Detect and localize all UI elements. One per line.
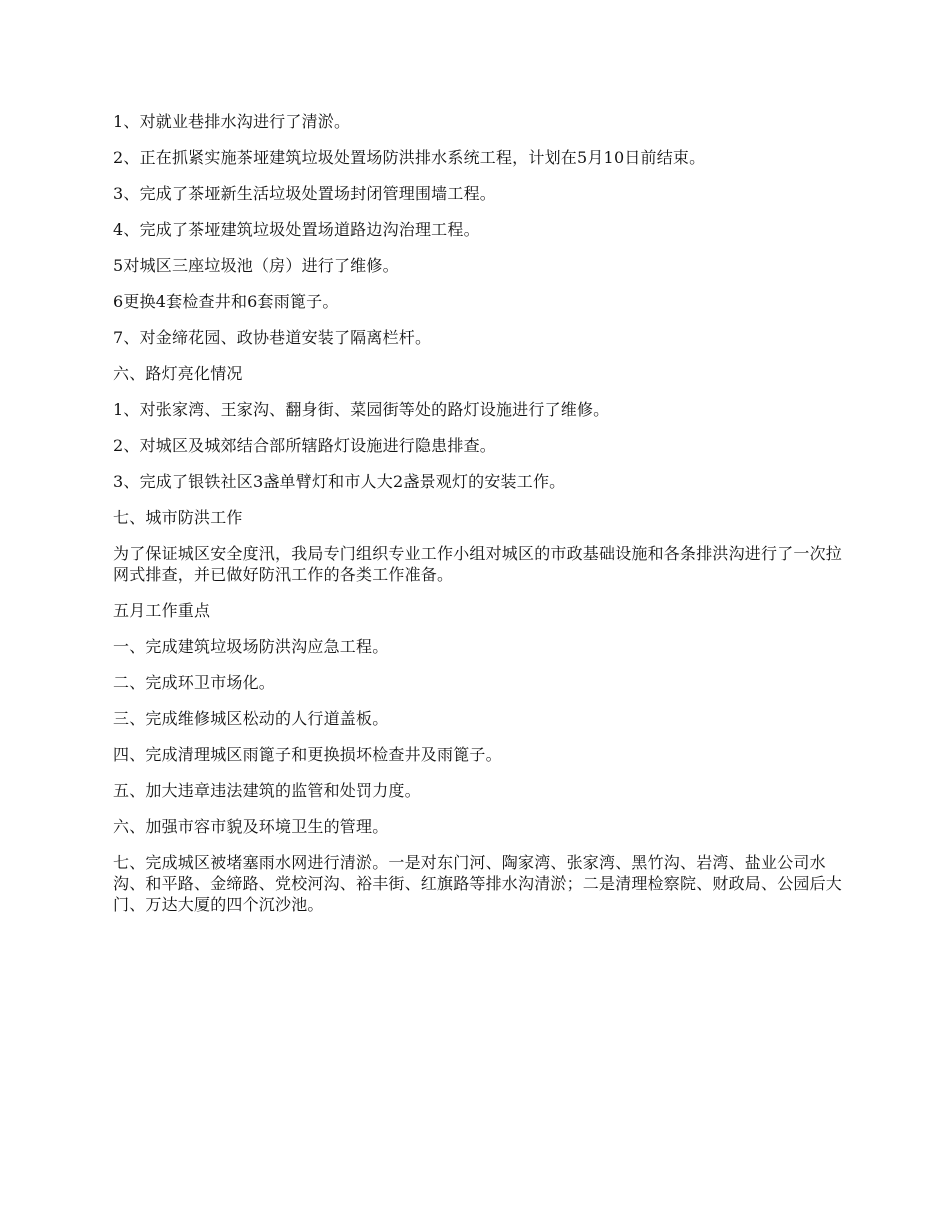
priority-item-3: 三、完成维修城区松动的人行道盖板。 <box>113 709 389 728</box>
section-heading-may-priorities: 五月工作重点 <box>113 601 211 620</box>
paragraph-lights-inspection: 2、对城区及城郊结合部所辖路灯设施进行隐患排查。 <box>113 436 496 455</box>
paragraph-item-2-flood-drainage: 2、正在抓紧实施茶垭建筑垃圾处置场防洪排水系统工程，计划在5月10日前结束。 <box>113 148 706 167</box>
priority-item-1: 一、完成建筑垃圾场防洪沟应急工程。 <box>113 637 389 656</box>
paragraph-item-4-road-ditch: 4、完成了茶垭建筑垃圾处置场道路边沟治理工程。 <box>113 220 480 239</box>
section-heading-flood-control: 七、城市防洪工作 <box>113 508 243 527</box>
paragraph-item-3-wall: 3、完成了茶垭新生活垃圾处置场封闭管理围墙工程。 <box>113 184 496 203</box>
priority-item-7: 七、完成城区被堵塞雨水网进行清淤。一是对东门河、陶家湾、张家湾、黑竹沟、岩湾、盐业公司水沟、和平路、金缔路、党校河沟、裕丰街、红旗路等排水沟清淤；二是清理检察院、财政局、公园后大门、万达大厦的四个沉沙池。 <box>113 853 843 914</box>
paragraph-lights-installation: 3、完成了银铁社区3盏单臂灯和市人大2盏景观灯的安装工作。 <box>113 472 566 491</box>
paragraph-flood-control: 为了保证城区安全度汛，我局专门组织专业工作小组对城区的市政基础设施和各条排洪沟进行了一次拉网式排查，并已做好防汛工作的各类工作准备。 <box>113 544 843 584</box>
priority-item-6: 六、加强市容市貌及环境卫生的管理。 <box>113 817 389 836</box>
section-heading-street-lights: 六、路灯亮化情况 <box>113 364 243 383</box>
paragraph-lights-repair: 1、对张家湾、王家沟、翻身街、菜园街等处的路灯设施进行了维修。 <box>113 400 610 419</box>
paragraph-item-7-railings: 7、对金缔花园、政协巷道安装了隔离栏杆。 <box>113 328 432 347</box>
document-body <box>113 111 843 930</box>
paragraph-item-6-manholes: 6更换4套检查井和6套雨篦子。 <box>113 292 339 311</box>
paragraph-item-5-garbage-pool: 5对城区三座垃圾池（房）进行了维修。 <box>113 256 399 275</box>
priority-item-4: 四、完成清理城区雨篦子和更换损坏检查井及雨篦子。 <box>113 745 502 764</box>
priority-item-5: 五、加大违章违法建筑的监管和处罚力度。 <box>113 781 421 800</box>
priority-item-2: 二、完成环卫市场化。 <box>113 673 276 692</box>
paragraph-item-1-dredging: 1、对就业巷排水沟进行了清淤。 <box>113 112 351 131</box>
